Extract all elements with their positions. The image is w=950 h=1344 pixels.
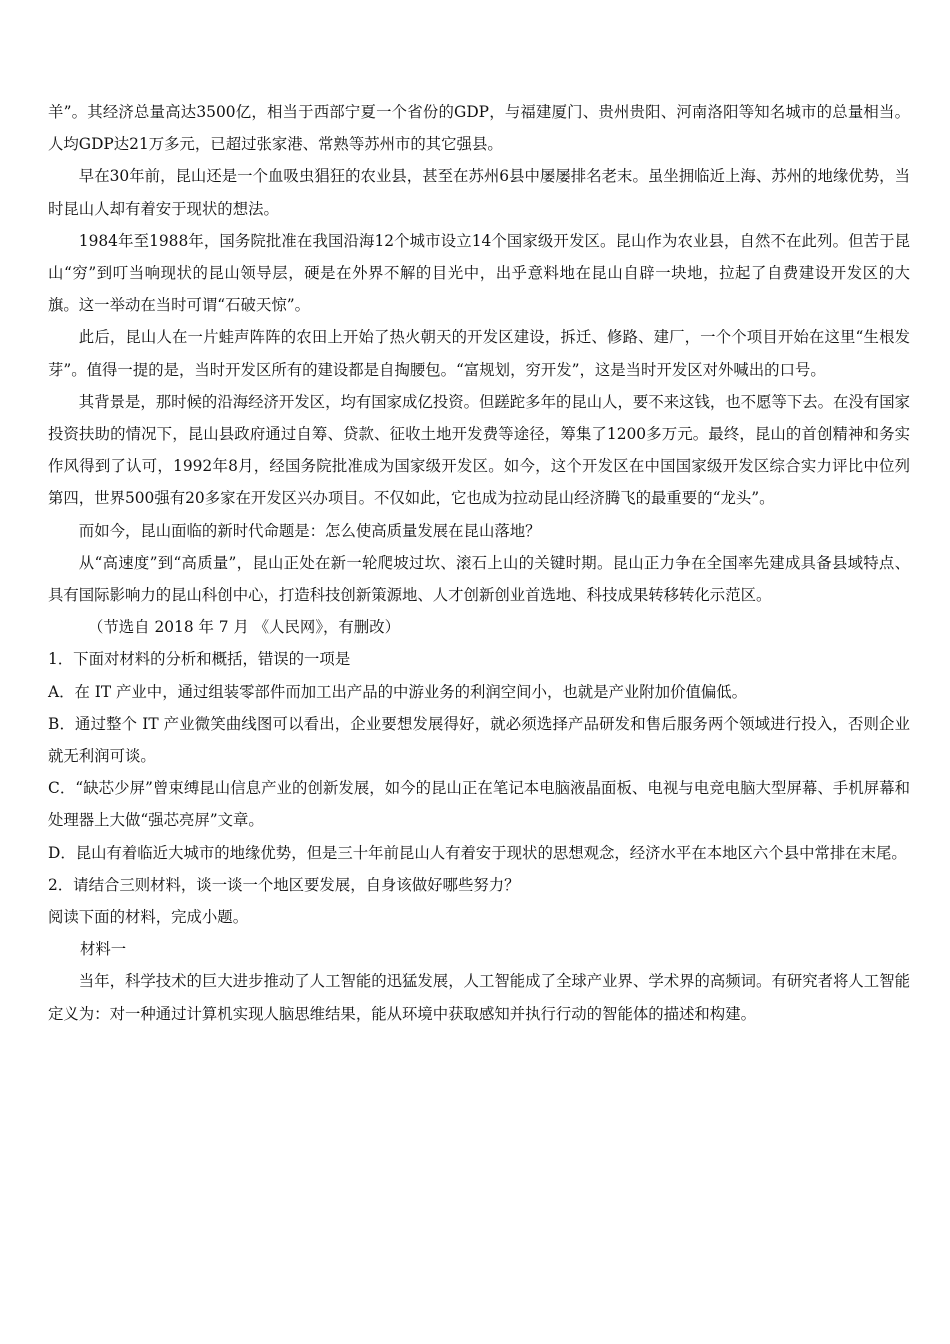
question-2: 2．请结合三则材料，谈一谈一个地区要发展，自身该做好哪些努力？ (48, 875, 520, 894)
material-text: 当年，科学技术的巨大进步推动了人工智能的迅猛发展，人工智能成了全球产业界、学术界的高频词。有研究者将人工智能定义为：对一种通过计算机实现人脑思维结果，能从环境中获取感知并执行行动的智能体的描述和构建。 (48, 972, 910, 1023)
paragraph-background: 其背景是，那时候的沿海经济开发区，均有国家成亿投资。但蹉跎多年的昆山人，要不来这钱，也不愿等下去。在没有国家投资扶助的情况下，昆山县政府通过自筹、贷款、征收土地开发费等途径，筹集了1200多万元。最终，昆山的首创精神和务实作风得到了认可，1992年8月，经国务院批准成为国家级开发区。如今，这个开发区在中国国家级开发区综合实力评比中位列第四，世界500强有20多家在开发区兴办项目。不仅如此，它也成为拉动昆山经济腾飞的最重要的“龙头”。 (48, 392, 910, 508)
reading-intro: 阅读下面的材料，完成小题。 (48, 908, 249, 927)
source-note: （节选自 2018 年 7 月 《人民网》，有删改） (88, 618, 400, 637)
paragraph-new-era: 而如今，昆山面临的新时代命题是：怎么使高质量发展在昆山落地？ (78, 521, 541, 540)
paragraph-history: 早在30年前，昆山还是一个血吸虫猖狂的农业县，甚至在苏州6县中屡屡排名老末。虽坐拥临近上海、苏州的地缘优势，当时昆山人却有着安于现状的想法。 (48, 167, 910, 218)
paragraph-development-zone: 1984年至1988年，国务院批准在我国沿海12个城市设立14个国家级开发区。昆山作为农业县，自然不在此列。但苦于昆山“穷”到叮当响现状的昆山领导层，硬是在外界不解的目光中，出乎意料地在昆山自辟一块地，拉起了自费建设开发区的大旗。这一举动在当时可谓“石破天惊”。 (48, 231, 910, 315)
paragraph-economy: 羊”。其经济总量高达3500亿，相当于西部宁夏一个省份的GDP，与福建厦门、贵州贵阳、河南洛阳等知名城市的总量相当。人均GDP达21万多元，已超过张家港、常熟等苏州市的其它强县。 (48, 103, 910, 154)
question-1-stem: 1．下面对材料的分析和概括，错误的一项是 (48, 650, 351, 669)
material-title: 材料一 (80, 940, 127, 959)
document-page (48, 0, 910, 1030)
question-1-option-d: D．昆山有着临近大城市的地缘优势，但是三十年前昆山人有着安于现状的思想观念，经济水平在本地区六个县中常排在末尾。 (48, 843, 907, 862)
paragraph-high-quality: 从“高速度”到“高质量”，昆山正处在新一轮爬坡过坎、滚石上山的关键时期。昆山正力争在全国率先建成具备县域特点、具有国际影响力的昆山科创中心，打造科技创新策源地、人才创新创业首选地、科技成果转移转化示范区。 (48, 553, 910, 605)
question-1-option-c: C．“缺芯少屏”曾束缚昆山信息产业的创新发展，如今的昆山正在笔记本电脑液晶面板、电视与电竞电脑大型屏幕、手机屏幕和处理器上大做“强芯亮屏”文章。 (48, 779, 910, 830)
question-1-option-b: B．通过整个 IT 产业微笑曲线图可以看出，企业要想发展得好，就必须选择产品研发和售后服务两个领域进行投入，否则企业就无利润可谈。 (48, 714, 910, 766)
question-1-option-a: A．在 IT 产业中，通过组装零部件而加工出产品的中游业务的利润空间小，也就是产业附加价值偏低。 (48, 682, 748, 701)
paragraph-construction: 此后，昆山人在一片蛙声阵阵的农田上开始了热火朝天的开发区建设，拆迁、修路、建厂，一个个项目开始在这里“生根发芽”。值得一提的是，当时开发区所有的建设都是自掏腰包。“富规划，穷开发”，这是当时开发区对外喊出的口号。 (48, 328, 910, 379)
